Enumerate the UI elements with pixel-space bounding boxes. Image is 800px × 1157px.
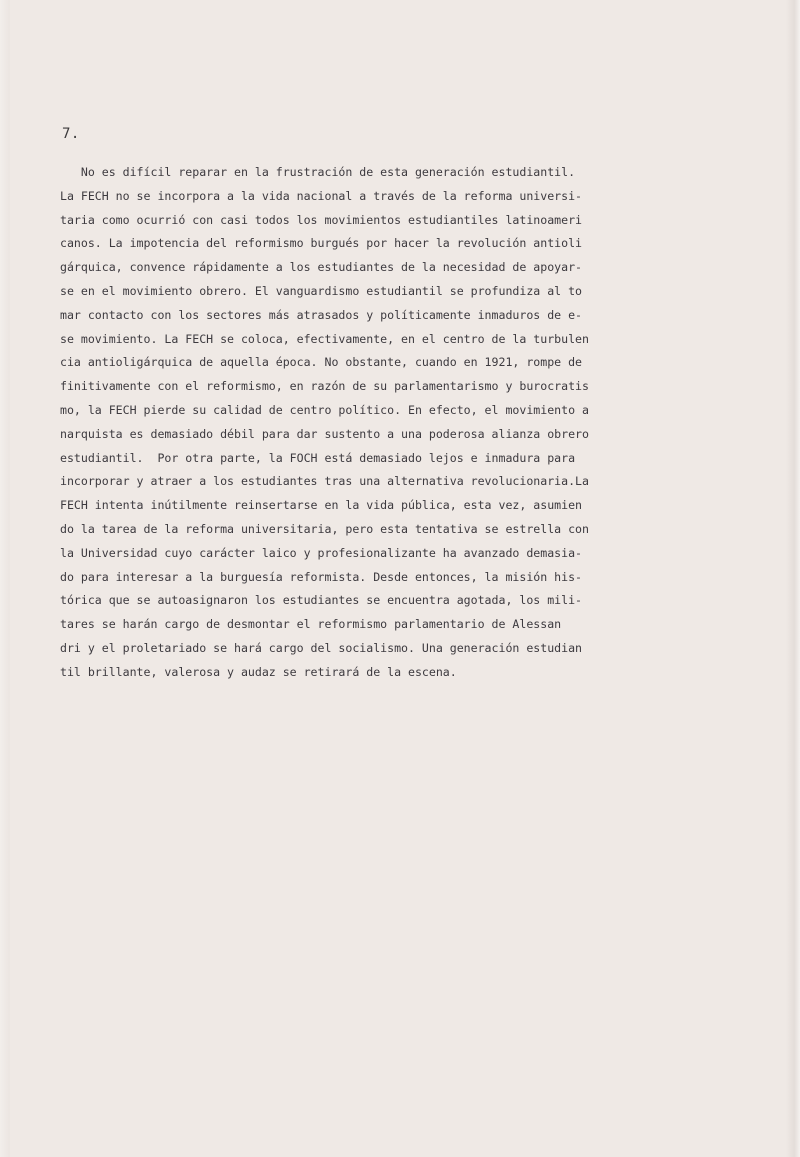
body-paragraph bbox=[60, 161, 760, 685]
text-line: finitivamente con el reformismo, en razón de su parlamentarismo y burocratis bbox=[60, 379, 589, 394]
text-line: incorporar y atraer a los estudiantes tras una alternativa revolucionaria.La bbox=[60, 474, 589, 489]
text-line: cia antioligárquica de aquella época. No obstante, cuando en 1921, rompe de bbox=[60, 355, 583, 370]
text-line: til brillante, valerosa y audaz se retirará de la escena. bbox=[60, 664, 457, 679]
text-line: mar contacto con los sectores más atrasados y políticamente inmaduros de e- bbox=[60, 307, 583, 322]
text-line: FECH intenta inútilmente reinsertarse en la vida pública, esta vez, asumien bbox=[60, 498, 583, 513]
text-line: se en el movimiento obrero. El vanguardismo estudiantil se profundiza al to bbox=[60, 283, 583, 298]
text-line: do la tarea de la reforma universitaria, pero esta tentativa se estrella con bbox=[60, 521, 589, 536]
text-line: No es difícil reparar en la frustración de esta generación estudiantil. bbox=[60, 165, 576, 179]
text-line: tórica que se autoasignaron los estudiantes se encuentra agotada, los mili- bbox=[60, 593, 583, 608]
text-line: gárquica, convence rápidamente a los estudiantes de la necesidad de apoyar- bbox=[60, 260, 583, 275]
text-line: narquista es demasiado débil para dar sustento a una poderosa alianza obrero bbox=[60, 426, 589, 441]
text-line: dri y el proletariado se hará cargo del socialismo. Una generación estudian bbox=[60, 640, 583, 655]
text-line: se movimiento. La FECH se coloca, efectivamente, en el centro de la turbulen bbox=[60, 331, 589, 346]
text-line: do para interesar a la burguesía reformista. Desde entonces, la misión his- bbox=[60, 569, 583, 584]
page-right-edge bbox=[786, 0, 800, 1157]
text-line: mo, la FECH pierde su calidad de centro político. En efecto, el movimiento a bbox=[60, 402, 589, 417]
text-line: tares se harán cargo de desmontar el reformismo parlamentario de Alessan bbox=[60, 617, 562, 632]
text-line: la Universidad cuyo carácter laico y profesionalizante ha avanzado demasia- bbox=[60, 545, 583, 560]
text-line: canos. La impotencia del reformismo burgués por hacer la revolución antioli bbox=[60, 236, 583, 251]
page-left-edge bbox=[0, 0, 10, 1157]
text-line: taria como ocurrió con casi todos los movimientos estudiantiles latinoameri bbox=[60, 212, 583, 227]
text-line: estudiantil. Por otra parte, la FOCH está demasiado lejos e inmadura para bbox=[60, 450, 576, 465]
page-number: 7. bbox=[62, 126, 80, 142]
text-line: La FECH no se incorpora a la vida nacional a través de la reforma universi- bbox=[60, 188, 583, 203]
